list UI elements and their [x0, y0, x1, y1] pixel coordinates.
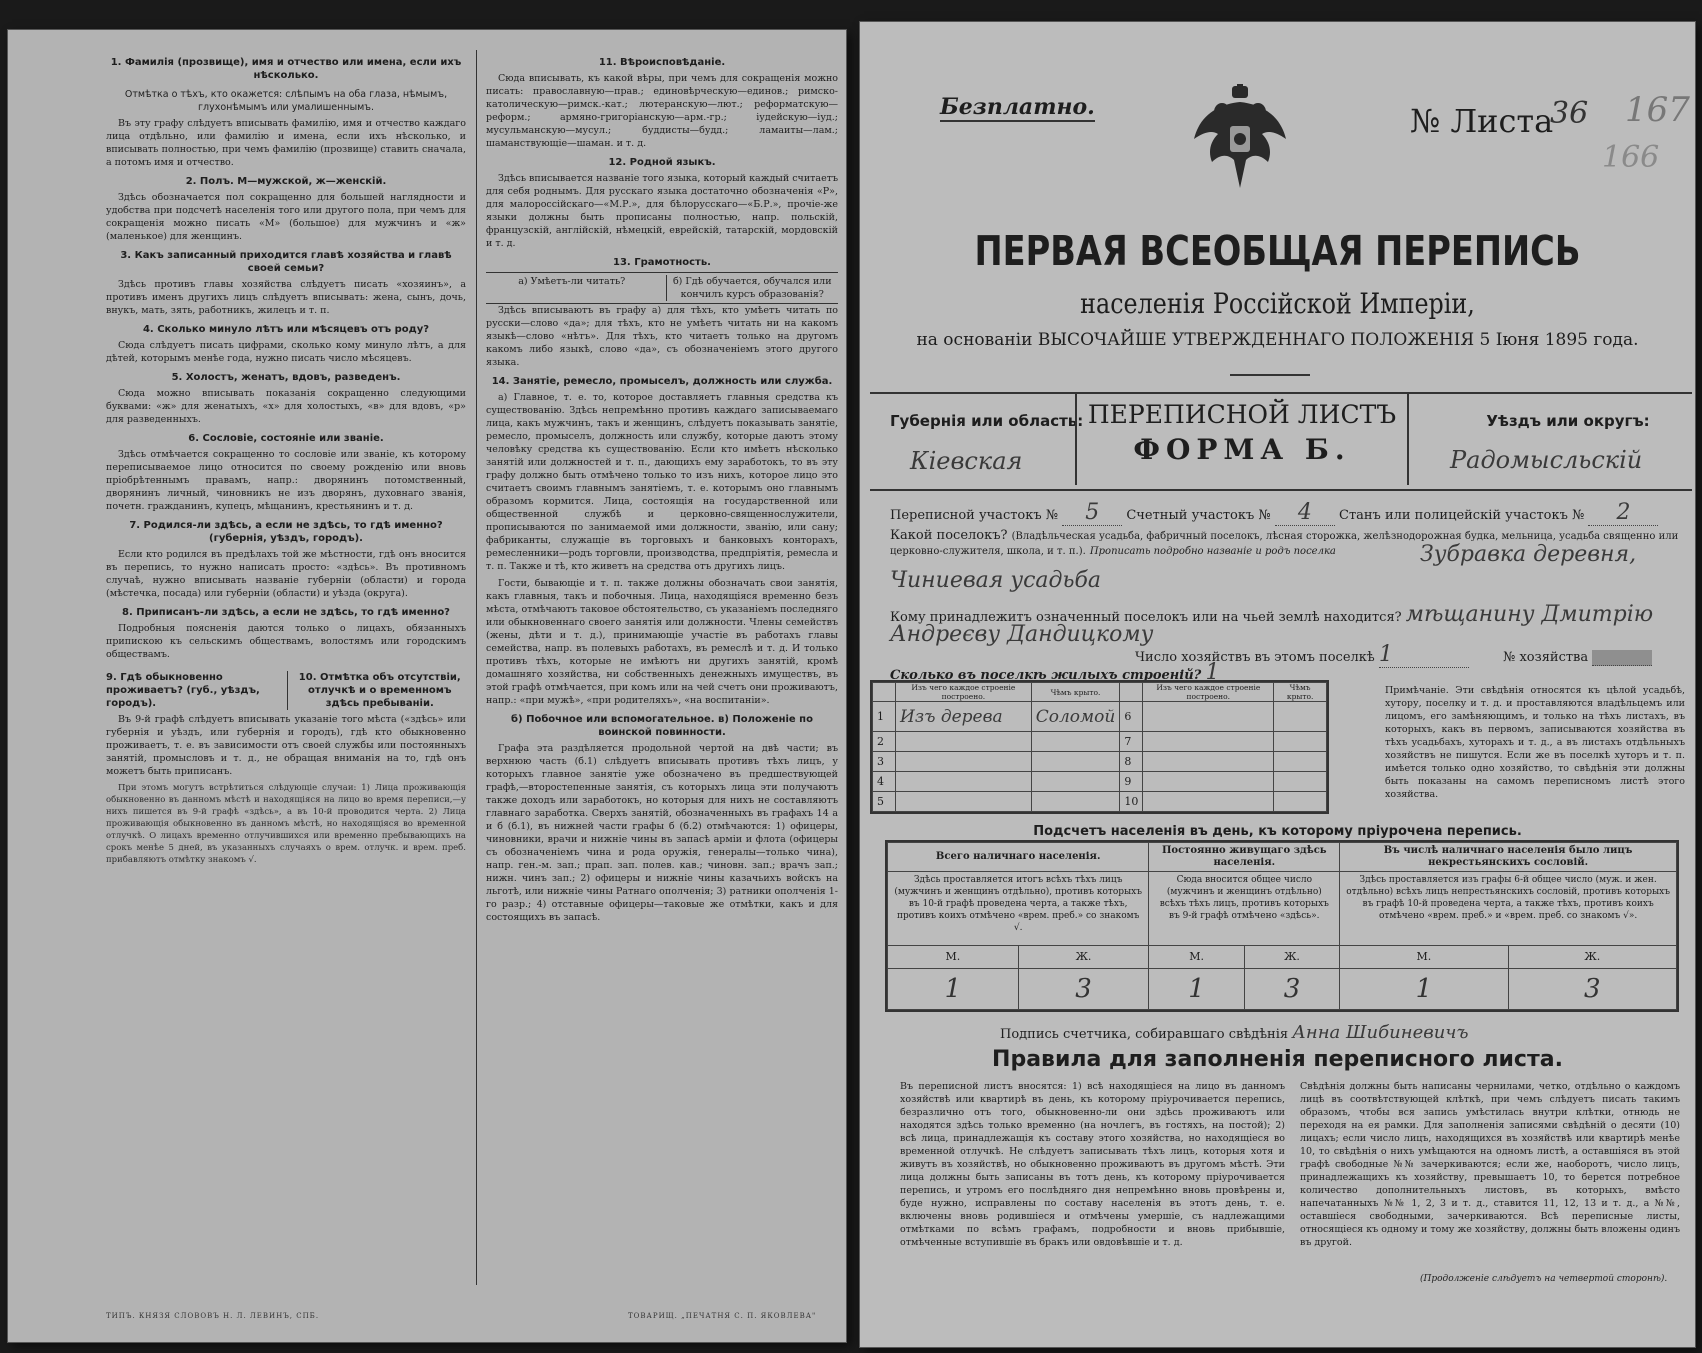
dwellings-label: Сколько въ поселкѣ жилыхъ строеній? — [890, 668, 1202, 683]
rule-heading: 11. Вѣроисповѣданіе. — [598, 57, 726, 68]
male-header: М. — [888, 946, 1019, 969]
rule-9-10 — [106, 665, 466, 713]
row-number: 8 — [1120, 752, 1143, 772]
male-count: 1 — [1149, 969, 1244, 1010]
stan-label: Станъ или полицейскій участокъ № — [1339, 508, 1585, 523]
column-divider — [476, 50, 477, 1285]
table-row — [873, 702, 1327, 732]
female-count: 3 — [1244, 969, 1339, 1010]
rule-heading: 14. Занятіе, ремесло, промыселъ, должность или служба. — [491, 376, 833, 387]
row-number: 6 — [1120, 702, 1143, 732]
rule-heading: 12. Родной языкъ. — [608, 157, 716, 168]
rule-heading: б) Побочное или вспомогательное. в) Положеніе по воинской повинности. — [511, 714, 813, 738]
row-number: 4 — [873, 772, 896, 792]
rule-8 — [106, 606, 466, 661]
rule-text: Въ эту графу слѣдуетъ вписывать фамилію, имя и отчество каждаго лица отдѣльно, или фамилію и имена, если ихъ нѣсколько, и вписывать полностью, при чемъ фамилію (прозвище) ставить сначала, а потомъ имя и отчество. — [106, 118, 466, 168]
double-headed-eagle-emblem-icon — [1190, 84, 1290, 194]
rule-14-b — [486, 713, 838, 924]
rule-subheading: а) Умѣетъ-ли читать? — [518, 276, 626, 287]
rule-heading: 3. Какъ записанный приходится главѣ хозяйства и главѣ своей семьи? — [120, 250, 452, 274]
rule-text: Сюда слѣдуетъ писать цифрами, сколько кому минуло лѣтъ, а для дѣтей, которымъ менѣе года, нужно писать число мѣсяцевъ. — [106, 340, 466, 364]
group-header: Постоянно живущаго здѣсь населенія. — [1149, 843, 1340, 872]
female-count: 3 — [1018, 969, 1149, 1010]
rules-title: Правила для заполненія переписного листа. — [992, 1047, 1563, 1072]
printer-imprint: ТИПЪ. КНЯЗЯ СЛОВОВЪ Н. Л. ЛЕВИНЪ, СПБ. — [106, 1312, 320, 1320]
population-title: Подсчетъ населенія въ день, къ которому пріурочена перепись. — [1033, 824, 1522, 839]
rule-heading: 13. Грамотность. — [613, 257, 711, 268]
row-number: 9 — [1120, 772, 1143, 792]
rule-12 — [486, 156, 838, 250]
rule-text: Сюда вписывать, къ какой вѣры, при чемъ для сокращенія можно писать: православную—прав.; единовѣрческую—единов.; римско-католическую—римск.-кат.; лютеранскую—лют.; реформатскую—реформ.; армяно-григоріанскую—арм.-гр.; іудейскую—іуд.; мусульманскую—мусул.; буддисты—будд.; ламаиты—лам.; шаманствующіе—шаман. и т. д. — [486, 73, 838, 149]
rule-heading: 1. Фамилія (прозвище), имя и отчество или имена, если ихъ нѣсколько. — [110, 57, 462, 81]
household-no-label: № хозяйства — [1503, 650, 1589, 665]
female-header: Ж. — [1508, 946, 1676, 969]
rule-text: Здѣсь отмѣчается сокращенно то сословіе или званіе, къ которому переписываемое лицо относится по своему рожденію или вновь пріобрѣтеннымъ правамъ, напр.: дворянинъ потомственный, дворянинъ личный, чиновникъ не изъ дворянъ, духовнаго званія, почетн. гражданинъ, купецъ, мѣщанинъ, крестьянинъ и т. д. — [106, 449, 466, 512]
rule-2 — [106, 175, 466, 243]
household-no-value — [1592, 650, 1652, 666]
gubernia-label: Губернія или область: — [890, 412, 1084, 430]
table-row — [873, 772, 1327, 792]
female-header: Ж. — [1244, 946, 1339, 969]
divider — [1230, 374, 1310, 376]
legal-basis: на основаніи ВЫСОЧАЙШЕ УТВЕРЖДЕННАГО ПОЛОЖЕНІЯ 5 Іюня 1895 года. — [916, 330, 1639, 350]
settlement-value-line: Зубравка деревня, — [1420, 542, 1637, 567]
signature-field — [1000, 1022, 1469, 1043]
right-page — [860, 22, 1695, 1347]
population-table — [885, 840, 1679, 1012]
rule-heading: 10. Отмѣтка объ отсутствіи, отлучкѣ и о временномъ здѣсь пребываніи. — [287, 671, 467, 710]
sheet-title-box — [1075, 394, 1409, 485]
male-header: М. — [1149, 946, 1244, 969]
rule-7 — [106, 519, 466, 600]
count-label: Счетный участокъ № — [1126, 508, 1271, 523]
households-label: Число хозяйствъ въ этомъ поселкѣ — [1135, 650, 1375, 665]
count-value: 4 — [1275, 500, 1335, 526]
rule-heading: 8. Приписанъ-ли здѣсь, а если не здѣсь, то гдѣ именно? — [122, 607, 450, 618]
row-number: 7 — [1120, 732, 1143, 752]
buildings-table — [870, 680, 1329, 814]
row-number: 5 — [873, 792, 896, 812]
rule-1 — [106, 56, 466, 169]
rules-continued: (Продолженіе слѣдуетъ на четвертой сторонѣ). — [1420, 1274, 1668, 1284]
settlement-hint: Прописать подробно названіе и родъ поселка — [1089, 546, 1336, 557]
row-number: 2 — [873, 732, 896, 752]
sheet-number-label: № Листа — [1410, 102, 1554, 140]
archive-number: 166 — [1602, 140, 1660, 175]
sheet-title: ПЕРЕПИСНОЙ ЛИСТЪ — [1087, 400, 1397, 429]
material-cell: Изъ дерева — [896, 702, 1032, 732]
column-header: Чѣмъ крыто. — [1274, 683, 1327, 702]
rules-column-a — [106, 50, 466, 870]
settlement-label: Какой поселокъ? — [890, 528, 1008, 543]
male-count: 1 — [1340, 969, 1508, 1010]
land-label: Кому принадлежитъ означенный поселокъ или на чьей землѣ находится? — [890, 610, 1402, 625]
rule-text: Здѣсь противъ главы хозяйства слѣдуетъ писать «хозяинъ», а противъ именъ другихъ лицъ слѣдуетъ вписывать: жена, сынъ, дочь, внукъ, мать, зять, работникъ, жилецъ и т. п. — [106, 279, 466, 316]
rule-text: Здѣсь обозначается пол сокращенно для большей наглядности и удобства при подсчетѣ населенія того или другого пола, при чемъ для сокращенія можно писать «М» (большое) для мужчинъ и «ж» (маленькое) для женщинъ. — [106, 192, 466, 242]
column-header: Изъ чего каждое строеніе построено. — [1143, 683, 1274, 702]
rule-heading: 4. Сколько минуло лѣтъ или мѣсяцевъ отъ роду? — [142, 324, 430, 335]
group-description: Здѣсь проставляется итогъ всѣхъ тѣхъ лицъ (мужчинъ и женщинъ отдѣльно), противъ которыхъ въ 10-й графѣ проведена черта, а также тѣхъ, противъ коихъ отмѣчено «врем. преб.» со знакомъ √. — [888, 872, 1149, 946]
rule-heading: 5. Холостъ, женатъ, вдовъ, разведенъ. — [171, 372, 401, 383]
left-page — [8, 30, 846, 1342]
settlement-value-2 — [890, 568, 1101, 593]
table-row — [873, 792, 1327, 812]
rule-5 — [106, 371, 466, 426]
district-value: 5 — [1062, 500, 1122, 526]
settlement-value — [1420, 542, 1636, 567]
gubernia-value: Кіевская — [910, 447, 1023, 475]
stan-value: 2 — [1588, 500, 1658, 526]
rule-text: Графа эта раздѣляется продольной чертой на двѣ части; въ верхнюю часть (б.1) слѣдуетъ вписывать противъ тѣхъ лицъ, у которыхъ главное занятіе уже обозначено въ предшествующей графѣ,—второстепенные занятія, съ которыхъ лица эти получаютъ также доходъ или заработокъ, но которыя для нихъ не составляютъ главнаго заработка. Сверхъ занятій, обозначенныхъ въ графахъ 14 а и б (б.1), въ нижней части графы б (б.2) отмѣчаются: 1) офицеры, чиновники, врачи и нижніе чины въ запасѣ арміи и флота (офицеры съ обозначеніемъ чина и рода оружія, генералы—только чина), напр. ген.-м. зап.; прап. зап. полев. кав.; чиновн. зап.; врачъ зап.; нижн. чинъ зап.; 2) офицеры и нижніе чины казачьихъ войскъ на льготѣ, или нижніе чины Ратнаго ополченія; 3) ратники ополченія 1-го разр.; 4) отставные офицеры—таковые же отмѣтки, какъ и для состоящихъ въ запасѣ. — [486, 743, 838, 923]
rule-14 — [486, 375, 838, 707]
free-label: Безплатно. — [940, 94, 1095, 120]
sheet-number-value: 36 — [1550, 96, 1589, 131]
page-subtitle: населенія Россійской Имперіи, — [1080, 287, 1475, 320]
rule-heading: 7. Родился-ли здѣсь, а если не здѣсь, то гдѣ именно? (губернія, уѣздъ, городъ). — [129, 520, 443, 544]
group-header: Всего наличнаго населенія. — [888, 843, 1149, 872]
rule-heading: 9. Гдѣ обыкновенно проживаетъ? (губ., уѣздъ, городъ). — [106, 672, 260, 709]
column-header: Изъ чего каждое строеніе построено. — [896, 683, 1032, 702]
households-value: 1 — [1379, 642, 1469, 668]
printer-imprint: ТОВАРИЩ. „ПЕЧАТНЯ С. П. ЯКОВЛЕВА" — [628, 1312, 817, 1320]
rule-text: Въ 9-й графѣ слѣдуетъ вписывать указаніе того мѣста («здѣсь» или губернія и уѣздъ, или губернія и городъ), гдѣ кто обыкновенно проживаетъ, т. е. въ зависимости отъ своей службы или постоянныхъ занятій, промысловъ и т. д., не обращая вниманія на то, гдѣ онъ можетъ быть приписанъ. — [106, 714, 466, 777]
rule-text: Подробныя поясненія даются только о лицахъ, обязанныхъ припискою къ сельскимъ обществамъ, волостямъ или городскимъ обществамъ. — [106, 623, 466, 660]
row-number: 3 — [873, 752, 896, 772]
district-label: Переписной участокъ № — [890, 508, 1059, 523]
rule-13 — [486, 256, 838, 369]
rules-text-left: Въ переписной листъ вносятся: 1) всѣ находящіеся на лицо въ данномъ хозяйствѣ или квартирѣ въ день, къ которому пріурочивается перепись, безразлично отъ того, обыкновенно-ли они здѣсь проживаютъ или находятся здѣсь только временно (на ночлегъ, въ гостяхъ, на постой); 2) всѣ лица, принадлежащія къ составу этого хозяйства, но находящіеся во временной отлучкѣ. Не слѣдуетъ записывать тѣхъ лицъ, которыя хотя и живутъ въ хозяйствѣ, но обыкновенно проживаютъ въ другомъ мѣстѣ. Эти лица должны быть записаны въ тотъ день, къ которому пріурочивается перепись, и утромъ его послѣдняго дня непремѣнно вновь провѣрены и, буде нужно, исправлены по составу населенія въ этотъ день, т. е. включены вновь родившіеся и отмѣчены умершіе, съ надлежащими отмѣтками по всѣмъ графамъ, подробности и вновь прибывшіе, отмѣченные вступившіе въ бракъ или овдовѣвшіе и т. д. — [900, 1081, 1285, 1248]
rule-3 — [106, 249, 466, 317]
signature-label: Подпись счетчика, собиравшаго свѣдѣнія — [1000, 1027, 1289, 1042]
rules-column-b — [486, 50, 838, 928]
row-number: 1 — [873, 702, 896, 732]
settlement-value-line: Чиниевая усадьба — [890, 568, 1101, 593]
rule-6 — [106, 432, 466, 513]
rule-subheading: б) Гдѣ обучается, обучался или кончилъ курсъ образованія? — [666, 275, 839, 301]
district-field — [890, 500, 1658, 526]
group-description: Здѣсь проставляется изъ графы 6-й общее число (муж. и жен. отдѣльно) всѣхъ лицъ непрестьянскихъ сословій, противъ которыхъ въ графѣ 10-й проведена черта, а также тѣхъ, противъ коихъ отмѣчено «врем. преб.» и «врем. преб. со знакомъ √». — [1340, 872, 1677, 946]
male-count: 1 — [888, 969, 1019, 1010]
uezd-label: Уѣздъ или округъ: — [1486, 412, 1650, 430]
dwellings-value: 1 — [1205, 660, 1220, 685]
female-header: Ж. — [1018, 946, 1149, 969]
land-value: Андреєву Дандицкому — [890, 622, 1154, 647]
rules-text-right: Свѣдѣнія должны быть написаны чернилами, четко, отдѣльно о каждомъ лицѣ въ соотвѣтствующей клѣткѣ, при чемъ слѣдуетъ писать такимъ образомъ, чтобы вся запись умѣстилась внутри клѣтки, отнюдь не переходя на ея рамки. Для заполненія записями свѣдѣній о десяти (10) лицахъ; если число лицъ, находящихся въ хозяйствѣ или квартирѣ менѣе 10, то свѣдѣнія о нихъ умѣщаются на одномъ листѣ, а оставшіяся въ этой графѣ свободные №№ зачеркиваются; если же, наоборотъ, число лицъ, принадлежащихъ къ хозяйству, превышаетъ 10, то берется потребное количество дополнительныхъ листовъ, въ которыхъ, вмѣсто напечатанныхъ №№ 1, 2, 3 и т. д., ставится 11, 12, 13 и т. д., а №№, оставшіеся свободными, зачеркиваются. Всѣ переписные листы, относящіеся къ одному и тому же хозяйству, должны быть вложены одинъ въ другой. — [1300, 1081, 1680, 1248]
rule-text: Если кто родился въ предѣлахъ той же мѣстности, гдѣ онъ вносится въ перепись, то нужно написать просто: «здѣсь». Въ противномъ случаѣ, нужно вписывать названіе губерніи (области) и города (мѣстечка, посада) или губерніи (области) и уѣзда (округа). — [106, 549, 466, 599]
rule-text: Здѣсь вписываютъ въ графу а) для тѣхъ, кто умѣетъ читать по русски—слово «да»; для тѣхъ, кто не умѣетъ читать ни на какомъ языкѣ—слово «нѣтъ». Для тѣхъ, кто читаетъ только на другомъ какомъ либо языкѣ, слово «да», съ обозначеніемъ этого другого языка. — [486, 305, 838, 368]
rule-text: При этомъ могутъ встрѣтиться слѣдующіе случаи: 1) Лица проживающія обыкновенно въ данномъ мѣстѣ и находящіяся на лицо во время переписи,—у нихъ пишется въ 9-й графѣ «здѣсь», а въ 10-й проводится черта. 2) Лица проживающія обыкновенно въ данномъ мѣстѣ, но находящіяся во временной отлучкѣ. О лицахъ временно отлучившихся или временно пребывающихъ на срокъ менѣе 5 дней, въ указанныхъ случаяхъ о врем. отлучк. и врем. преб. прибавляютъ отмѣтку знакомъ √. — [106, 783, 466, 865]
rule-text: Здѣсь вписывается названіе того языка, который каждый считаетъ для себя роднымъ. Для русскаго языка достаточно обозначенія «Р», для малороссійскаго—«М.Р.», для бѣлорусскаго—«Б.Р.», прочіе-же языки должны быть прописаны полностью, напр. польскій, французскій, англійскій, нѣмецкій, еврейскій, татарскій, мордовскій и т. д. — [486, 173, 838, 249]
land-value: мѣщанину Дмитрію — [1405, 602, 1654, 627]
rule-subheading: Отмѣтка о тѣхъ, кто окажется: слѣпымъ на оба глаза, нѣмымъ, глухонѣмымъ или умалишеннымъ. — [124, 89, 448, 113]
uezd-value: Радомысльскій — [1450, 446, 1643, 474]
roof-cell: Соломой — [1031, 702, 1120, 732]
land-field-2 — [890, 622, 1153, 647]
group-description: Сюда вносится общее число (мужчинъ и женщинъ отдѣльно) всѣхъ тѣхъ лицъ, противъ которыхъ въ 9-й графѣ отмѣчено «здѣсь». — [1149, 872, 1340, 946]
row-number: 10 — [1120, 792, 1143, 812]
rule-heading: 6. Сословіе, состояніе или званіе. — [188, 433, 384, 444]
male-header: М. — [1340, 946, 1508, 969]
rule-text: а) Главное, т. е. то, которое доставляетъ главныя средства къ существованію. Здѣсь непремѣнно противъ каждаго записываемаго лица, какъ мужчинъ, такъ и женщинъ, слѣдуетъ показывать занятіе, ремесло, промыселъ, должность или службу, которые даютъ этому человѣку средства къ существованію. Если кто имѣетъ нѣсколько занятій или должностей и т. п., дающихъ ему заработокъ, то въ эту графу должно быть отмѣчено только то изъ нихъ, которое лицо это считаетъ своимъ главнымъ занятіемъ, т. е. которымъ оно главнымъ образомъ кормится. Лица, состоящія на государственной или общественной службѣ и церковно-священнослужители, прописываются по занимаемой ими должности, званію, или сану; фабриканты, служащіе въ торговыхъ и банковыхъ конторахъ, ремесленники—родъ торговли, производства, предпріятія, ремесла и т. п. Также и тѣ, кто живетъ на средства отъ другихъ лицъ. — [486, 392, 838, 572]
buildings-note: Примѣчаніе. Эти свѣдѣнія относятся къ цѣлой усадьбѣ, хутору, поселку и т. д. и проставляются владѣльцемъ или лицомъ, его замѣняющимъ, и только на тѣхъ листахъ, въ которыхъ, какъ въ первомъ, записываются хозяйства въ тѣхъ усадьбахъ, хуторахъ и т. д., а въ листахъ отдѣльныхъ хозяйствъ не пишутся. Если же въ поселкѣ хуторъ и т. п. имѣется только одно хозяйство, то свѣдѣнія эти должны быть показаны на самомъ переписномъ листѣ этого хозяйства. — [1385, 685, 1685, 800]
table-row — [873, 732, 1327, 752]
group-header: Въ числѣ наличнаго населенія было лицъ некрестьянскихъ сословій. — [1340, 843, 1677, 872]
column-header: Чѣмъ крыто. — [1031, 683, 1120, 702]
rule-4 — [106, 323, 466, 365]
table-row — [873, 752, 1327, 772]
signature-value: Анна Шибиневичъ — [1292, 1022, 1469, 1043]
rule-heading: 2. Полъ. М—мужской, ж—женскій. — [185, 176, 387, 187]
rule-text: Гости, бывающіе и т. п. также должны обозначать свои занятія, какъ главныя, такъ и побочныя. Лица, находящіяся временно безъ мѣста, отмѣчаютъ таковое обстоятельство, съ указаніемъ последняго или обыкновеннаго своего занятія или должности. Члены семействъ (жены, дѣти и т. д.), принимающіе участіе въ работахъ главы семейства, напр. въ полевыхъ работахъ, въ ремеслѣ и т. д. И только противъ тѣхъ, которые не имѣютъ ни другихъ занятій, кромѣ домашняго хозяйства, ни собственныхъ денежныхъ имуществъ, въ этой графѣ отмѣчается, при комъ или на чей счетъ они проживаютъ, напр.: «при мужѣ», «при родителяхъ», «на воспитаніи». — [486, 578, 838, 706]
settlement-hint: (Владѣльческая усадьба, фабричный поселокъ, лѣсная сторожка, желѣзнодорожная будка, мельница, усадьба священно или церковно-служителя, школа, и т. п.). — [890, 531, 1679, 557]
female-count: 3 — [1508, 969, 1676, 1010]
rule-text: Сюда можно вписывать показанія сокращенно следующими буквами: «ж» для женатыхъ, «х» для холостыхъ, «в» для вдовъ, «р» для разведенныхъ. — [106, 388, 466, 425]
page-title: ПЕРВАЯ ВСЕОБЩАЯ ПЕРЕПИСЬ — [974, 227, 1581, 275]
archive-number: 167 — [1625, 90, 1690, 130]
form-label: ФОРМА Б. — [1133, 433, 1351, 466]
rule-11 — [486, 56, 838, 150]
